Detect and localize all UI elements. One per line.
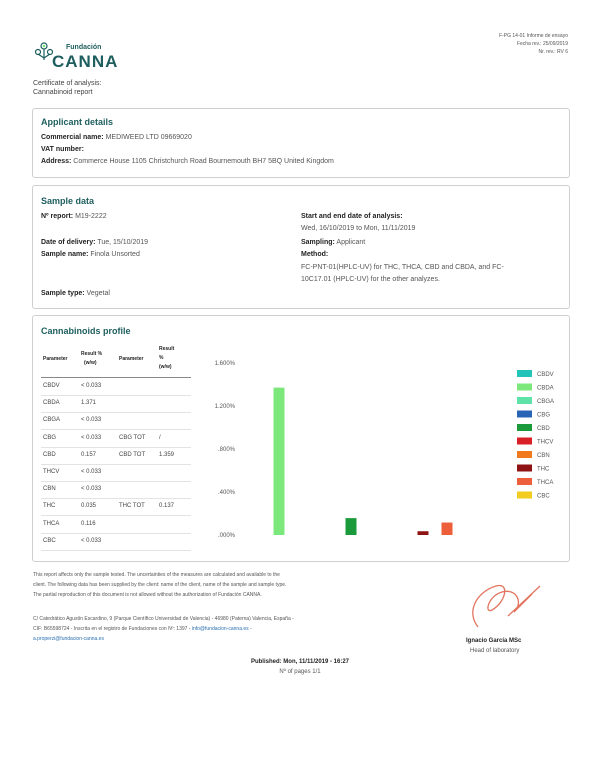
col-result-a: Result %: [81, 351, 103, 357]
table-row: [41, 412, 191, 430]
footnote-line3: The partial reproduction of this document is not allowed without the authorization of Fundación CANNA.: [33, 592, 262, 598]
doc-title-line2: Cannabinoid report: [33, 89, 93, 96]
result-cell: < 0.033: [81, 434, 102, 441]
doc-title-line1: Certificate of analysis:: [33, 80, 102, 87]
legend-item-cbda: [517, 384, 554, 392]
legend-label: THCA: [537, 480, 554, 486]
param-cell: CBN: [43, 486, 56, 493]
bar-thca: [442, 523, 453, 535]
revision-number: Nr. rev.: RV 6: [538, 49, 568, 55]
result-cell: < 0.033: [81, 537, 102, 544]
table-row: [41, 516, 191, 534]
legend-item-cbn: [517, 451, 550, 459]
report-value: M19-2222: [75, 213, 107, 220]
legend-swatch: [517, 492, 532, 499]
signature-image: [458, 572, 548, 632]
method-line2: 10C17.01 (HPLC-UV) for the other analyzes.: [301, 276, 440, 283]
legend-item-cbc: [517, 492, 550, 500]
legend-item-thc: [517, 465, 550, 473]
commercial-name-row: [41, 134, 192, 141]
cannabinoid-chart: [193, 348, 563, 548]
address-value: Commerce House 1105 Christchurch Road Bournemouth BH7 5BQ United Kingdom: [73, 158, 334, 165]
col-parameter: Parameter: [43, 356, 68, 362]
profile-heading: Cannabinoids profile: [41, 326, 131, 336]
logo-top-text: Fundación: [66, 44, 102, 51]
result2-cell: 1.359: [159, 451, 175, 458]
address-footer-line3: [33, 636, 104, 642]
vat-row: [41, 146, 84, 153]
result-cell: < 0.033: [81, 417, 102, 424]
signer-name: Ignacio García MSc: [466, 638, 522, 644]
analysis-dates-value: Wed, 16/10/2019 to Mon, 11/11/2019: [301, 225, 416, 232]
logo-main-text: CANNA: [52, 52, 119, 71]
result-cell: < 0.033: [81, 486, 102, 493]
legend-label: CBDA: [537, 385, 554, 392]
legend-swatch: [517, 397, 532, 404]
sample-type-value: Vegetal: [86, 290, 110, 297]
legend-item-thcv: [517, 438, 553, 446]
bar-cbd: [346, 518, 357, 535]
table-row: [41, 481, 191, 499]
table-row: [41, 464, 191, 482]
form-code: F-PG 14-01 Informe de ensayo: [499, 33, 568, 39]
legend-swatch: [517, 438, 532, 445]
separator: -: [250, 626, 252, 632]
profile-panel: [32, 315, 570, 562]
legend-swatch: [517, 451, 532, 458]
legend-item-cbdv: [517, 370, 554, 378]
param-cell: CBGA: [43, 417, 61, 424]
legend-label: THC: [537, 466, 550, 473]
bar-cbda: [274, 388, 285, 535]
legend-swatch: [517, 384, 532, 391]
param-cell: THC: [43, 503, 56, 510]
report-label: Nº report:: [41, 213, 74, 220]
param-cell: CBDV: [43, 383, 60, 389]
y-tick-label: .400%: [217, 490, 235, 496]
legend-item-cbd: [517, 424, 550, 432]
param-cell: THCA: [43, 520, 60, 527]
published-date: Published: Mon, 11/11/2019 - 16:27: [250, 659, 350, 665]
method-line1: FC-PNT-01(HPLC-UV) for THC, THCA, CBD and CBDA, and FC-: [301, 264, 504, 271]
sampling-label: Sampling:: [301, 239, 335, 246]
table-row: [41, 430, 191, 448]
address-row: [41, 158, 334, 165]
legend-label: CBD: [537, 426, 550, 432]
sample-name-value: Finola Unsorted: [90, 251, 140, 258]
col-result2-a: Result: [159, 346, 175, 352]
col-parameter2: Parameter: [119, 356, 144, 362]
sampling-value: Applicant: [336, 239, 366, 246]
method-label: Method:: [301, 251, 329, 258]
y-tick-label: 1.200%: [214, 404, 235, 410]
legend-swatch: [517, 424, 532, 431]
param-cell: CBD: [43, 451, 56, 458]
result2-cell: /: [159, 434, 161, 441]
param-cell: CBG: [43, 434, 57, 441]
param-cell: THCV: [43, 469, 60, 475]
cif-text: CIF: B65598724 - Inscrita en el registro de Fundaciones con Nº: 1397 -: [33, 626, 191, 632]
sample-name-row: [41, 251, 140, 258]
legend-label: CBG: [537, 412, 551, 419]
table-row: [41, 378, 191, 396]
param-cell: CBDA: [43, 400, 60, 407]
legend-swatch: [517, 411, 532, 418]
param-cell: CBC: [43, 537, 56, 544]
table-row: [41, 533, 191, 551]
email-info-link[interactable]: info@fundacion-canna.es: [191, 626, 249, 632]
result-cell: 0.157: [81, 451, 97, 458]
y-tick-label: 1.600%: [214, 361, 235, 367]
result2-cell: 0.137: [159, 503, 175, 510]
result-cell: 0.116: [81, 520, 96, 527]
legend-label: CBC: [537, 493, 550, 500]
legend-item-cbg: [517, 411, 550, 419]
legend-label: CBDV: [537, 372, 554, 378]
col-result-b: (w/w): [84, 360, 97, 366]
legend-label: THCV: [537, 439, 554, 446]
footnote-line2: client. The following data has been supplied by the client: name of the client, name of the sample and sample type.: [33, 582, 287, 588]
param2-cell: THC TOT: [119, 503, 145, 510]
sampling-row: [301, 239, 365, 246]
legend-item-thca: [517, 478, 553, 486]
bar-thc: [418, 531, 429, 535]
sample-heading: Sample data: [41, 196, 95, 206]
sample-type-row: [41, 290, 110, 297]
delivery-label: Date of delivery:: [41, 239, 96, 246]
table-row: [41, 498, 191, 516]
logo: [30, 38, 130, 72]
delivery-row: [41, 239, 148, 246]
table-row: [41, 447, 191, 465]
result-cell: 1.371: [81, 400, 97, 407]
legend-item-cbga: [517, 397, 554, 405]
legend-swatch: [517, 478, 532, 485]
page-count: Nº of pages 1/1: [279, 669, 321, 675]
applicant-panel: [32, 108, 570, 178]
results-table: [41, 344, 191, 554]
address-label: Address:: [41, 158, 72, 165]
signer-role: Head of laboratory: [470, 648, 520, 654]
commercial-name-value: MEDIWEED LTD 09669020: [105, 134, 192, 141]
sample-type-label: Sample type:: [41, 290, 85, 297]
report-row: [41, 213, 107, 220]
sample-panel: [32, 185, 570, 309]
commercial-name-label: Commercial name:: [41, 134, 104, 141]
footnote-line1: This report affects only the sample tested. The uncertainties of the measures are calculated and available to the: [33, 572, 280, 578]
revision-date: Fecha rev.: 25/09/2019: [516, 41, 568, 47]
vat-label: VAT number:: [41, 146, 84, 153]
result-cell: 0.035: [81, 503, 97, 510]
applicant-heading: Applicant details: [41, 117, 114, 127]
sample-name-label: Sample name:: [41, 251, 89, 258]
result-cell: < 0.033: [81, 469, 102, 475]
param2-cell: CBG TOT: [119, 434, 146, 441]
result-cell: < 0.033: [81, 383, 102, 389]
address-footer-line2: [33, 626, 252, 632]
analysis-dates-label: Start and end date of analysis:: [301, 213, 403, 220]
param2-cell: CBD TOT: [119, 451, 146, 458]
y-tick-label: .800%: [217, 447, 235, 453]
delivery-value: Tue, 15/10/2019: [97, 239, 149, 246]
legend-label: CBN: [537, 453, 550, 459]
legend-label: CBGA: [537, 399, 555, 405]
legend-swatch: [517, 465, 532, 472]
col-result2-b: %: [159, 355, 164, 361]
legend-swatch: [517, 370, 532, 377]
y-tick-label: .000%: [217, 533, 235, 539]
col-result2-c: (w/w): [159, 364, 172, 370]
table-row: [41, 395, 191, 413]
email-properzi-link[interactable]: a.properzi@fundacion-canna.es: [33, 636, 104, 642]
address-footer-line1: C/ Catedrático Agustín Escardino, 9 (Parque Científico Universidad de Valencia) - 46980 (Paterna) Valencia, España -: [33, 616, 294, 622]
